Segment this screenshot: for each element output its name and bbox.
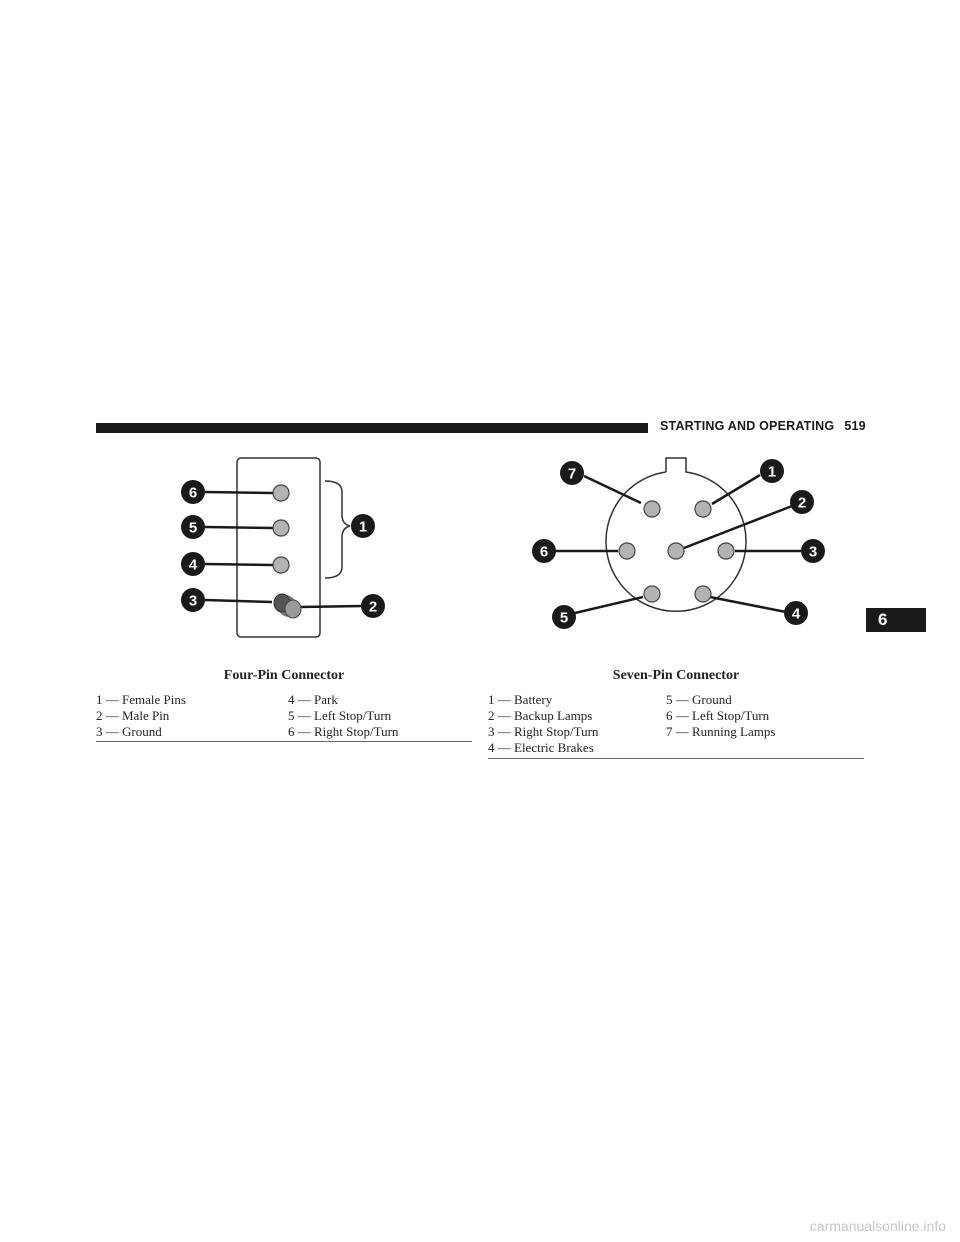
callout-6 [532,539,556,563]
pin-6 [619,543,635,559]
legend-item: 1 — Female Pins [96,692,186,707]
female-pin [273,557,289,573]
callout-1 [760,459,784,483]
leader-line [710,597,786,612]
pin-2 [668,543,684,559]
female-pin [273,485,289,501]
leader-line [205,564,273,565]
seven-pin-caption: Seven-Pin Connector [612,668,740,683]
page-number: 519 [844,419,866,433]
four-pin-divider [96,741,472,742]
callout-label: 5 [559,609,569,627]
seven-pin-legend-col2 [666,692,775,740]
callout-label: 2 [368,598,378,616]
legend-item: 2 — Male Pin [96,708,170,723]
four-pin-caption: Four-Pin Connector [223,668,345,683]
female-pins-bracket [325,481,350,578]
pin-7 [644,501,660,517]
watermark: carmanualsonline.info [809,1218,946,1234]
callout-7 [560,461,584,485]
callout-3 [801,539,825,563]
pin-3 [718,543,734,559]
callout-1 [351,514,375,538]
callout-label: 6 [539,543,549,561]
callout-6 [181,480,205,504]
callout-label: 3 [188,592,198,610]
callout-label: 7 [567,465,577,483]
callout-4 [784,601,808,625]
female-pin [273,520,289,536]
legend-item: 3 — Ground [96,724,162,739]
callout-label: 3 [808,543,818,561]
callout-label: 2 [797,494,807,512]
callout-5 [552,605,576,629]
callout-2 [790,490,814,514]
section-title: STARTING AND OPERATING [660,419,835,433]
callout-label: 4 [188,556,198,574]
pin-4 [695,586,711,602]
leader-line [205,492,273,493]
seven-pin-legend-col1 [488,692,598,756]
four-pin-legend-col2 [288,692,398,740]
callout-4 [181,552,205,576]
leader-line [300,606,362,607]
callout-2 [361,594,385,618]
legend-item: 5 — Left Stop/Turn [288,708,392,723]
legend-item: 4 — Electric Brakes [488,740,594,755]
callout-3 [181,588,205,612]
seven-pin-housing [606,458,746,611]
four-pin-legend-col1 [96,692,186,740]
legend-item: 3 — Right Stop/Turn [488,724,599,739]
four-pin-diagram [181,458,385,637]
pin-1 [695,501,711,517]
callout-label: 6 [188,484,198,502]
legend-item: 7 — Running Lamps [666,724,776,739]
seven-pin-diagram [532,458,825,629]
seven-pin-divider [488,758,864,759]
pin-5 [644,586,660,602]
callout-label: 5 [188,519,198,537]
legend-item: 4 — Park [288,692,338,707]
leader-line [575,597,643,613]
leader-line [205,527,273,528]
legend-item: 1 — Battery [488,692,553,707]
callout-label: 1 [767,463,777,481]
callout-label: 1 [358,518,368,536]
legend-item: 5 — Ground [666,692,732,707]
legend-item: 2 — Backup Lamps [488,708,593,723]
chapter-tab: 6 [866,608,926,632]
legend-item: 6 — Left Stop/Turn [666,708,770,723]
callout-5 [181,515,205,539]
legend-item: 6 — Right Stop/Turn [288,724,399,739]
callout-label: 4 [791,605,801,623]
